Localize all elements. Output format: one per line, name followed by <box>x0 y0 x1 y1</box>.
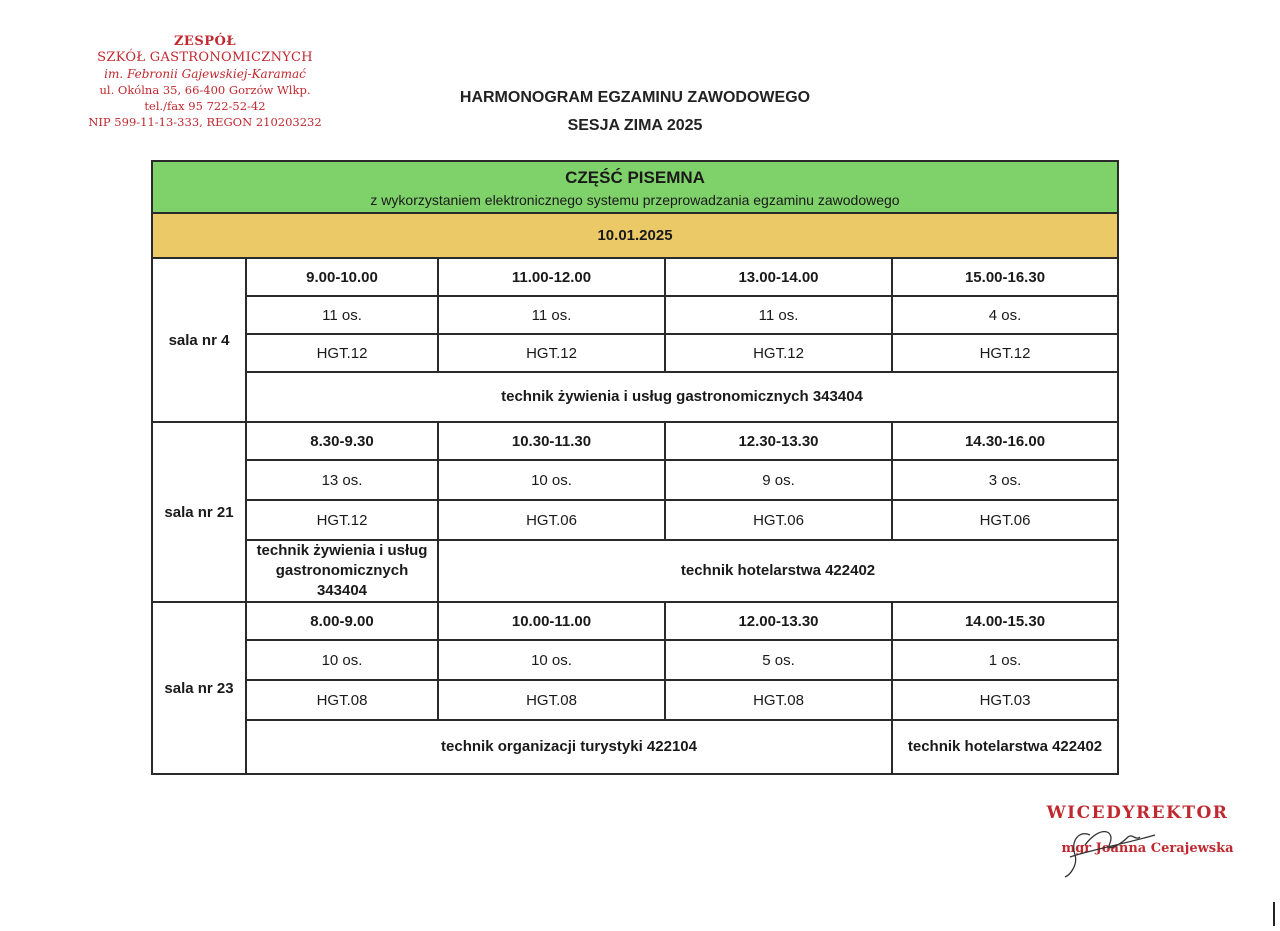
signatory-role: WICEDYREKTOR <box>1046 803 1229 823</box>
time-slot: 10.30-11.30 <box>438 422 665 460</box>
qualification-code: HGT.12 <box>246 500 438 540</box>
part-subtitle: z wykorzystaniem elektronicznego systemu przeprowadzania egzaminu zawodowego <box>370 192 900 208</box>
profession-name: technik organizacji turystyki 422104 <box>246 720 892 774</box>
profession-name: technik hotelarstwa 422402 <box>892 720 1118 774</box>
people-count: 11 os. <box>665 296 892 334</box>
signatory-name: mgr Joanna Cerajewska <box>1061 841 1234 856</box>
time-slot: 9.00-10.00 <box>246 258 438 296</box>
time-slot: 8.30-9.30 <box>246 422 438 460</box>
time-slot: 14.00-15.30 <box>892 602 1118 640</box>
profession-name: technik hotelarstwa 422402 <box>438 540 1118 602</box>
time-slot: 14.30-16.00 <box>892 422 1118 460</box>
room-label: sala nr 23 <box>152 602 246 774</box>
qualification-code: HGT.06 <box>892 500 1118 540</box>
people-count: 5 os. <box>665 640 892 680</box>
profession-name: technik żywienia i usług gastronomicznych 343404 <box>246 372 1118 422</box>
room-label: sala nr 4 <box>152 258 246 422</box>
people-count: 11 os. <box>438 296 665 334</box>
people-count: 10 os. <box>438 640 665 680</box>
time-slot: 12.30-13.30 <box>665 422 892 460</box>
qualification-code: HGT.06 <box>665 500 892 540</box>
stamp-line-4: ul. Okólna 35, 66-400 Gorzów Wlkp. <box>99 83 311 97</box>
qualification-code: HGT.12 <box>438 334 665 372</box>
qualification-code: HGT.03 <box>892 680 1118 720</box>
school-stamp <box>70 34 340 130</box>
time-slot: 15.00-16.30 <box>892 258 1118 296</box>
scan-edge-mark <box>1273 902 1275 926</box>
people-count: 4 os. <box>892 296 1118 334</box>
qualification-code: HGT.06 <box>438 500 665 540</box>
time-slot: 11.00-12.00 <box>438 258 665 296</box>
time-slot: 12.00-13.30 <box>665 602 892 640</box>
exam-date: 10.01.2025 <box>152 213 1118 258</box>
stamp-line-5: tel./fax 95 722-52-42 <box>144 99 266 113</box>
time-slot: 10.00-11.00 <box>438 602 665 640</box>
people-count: 10 os. <box>438 460 665 500</box>
time-slot: 8.00-9.00 <box>246 602 438 640</box>
qualification-code: HGT.08 <box>665 680 892 720</box>
qualification-code: HGT.12 <box>246 334 438 372</box>
qualification-code: HGT.08 <box>438 680 665 720</box>
qualification-code: HGT.12 <box>892 334 1118 372</box>
part-header <box>152 161 1118 213</box>
qualification-code: HGT.08 <box>246 680 438 720</box>
people-count: 10 os. <box>246 640 438 680</box>
part-title: CZĘŚĆ PISEMNA <box>565 168 705 187</box>
document-title: HARMONOGRAM EGZAMINU ZAWODOWEGO <box>459 89 811 106</box>
people-count: 13 os. <box>246 460 438 500</box>
stamp-line-2: SZKÓŁ GASTRONOMICZNYCH <box>97 50 313 65</box>
people-count: 3 os. <box>892 460 1118 500</box>
people-count: 11 os. <box>246 296 438 334</box>
room-label: sala nr 21 <box>152 422 246 602</box>
people-count: 1 os. <box>892 640 1118 680</box>
stamp-line-3: im. Febronii Gajewskiej-Karamać <box>104 67 306 81</box>
profession-name: technik żywienia i usług gastronomicznych 343404 <box>246 540 438 602</box>
people-count: 9 os. <box>665 460 892 500</box>
stamp-line-1: ZESPÓŁ <box>173 34 237 49</box>
document-subtitle: SESJA ZIMA 2025 <box>567 117 703 134</box>
exam-schedule-table <box>151 160 1119 775</box>
handwritten-signature-icon <box>1040 815 1160 885</box>
time-slot: 13.00-14.00 <box>665 258 892 296</box>
stamp-line-6: NIP 599-11-13-333, REGON 210203232 <box>88 115 322 129</box>
qualification-code: HGT.12 <box>665 334 892 372</box>
